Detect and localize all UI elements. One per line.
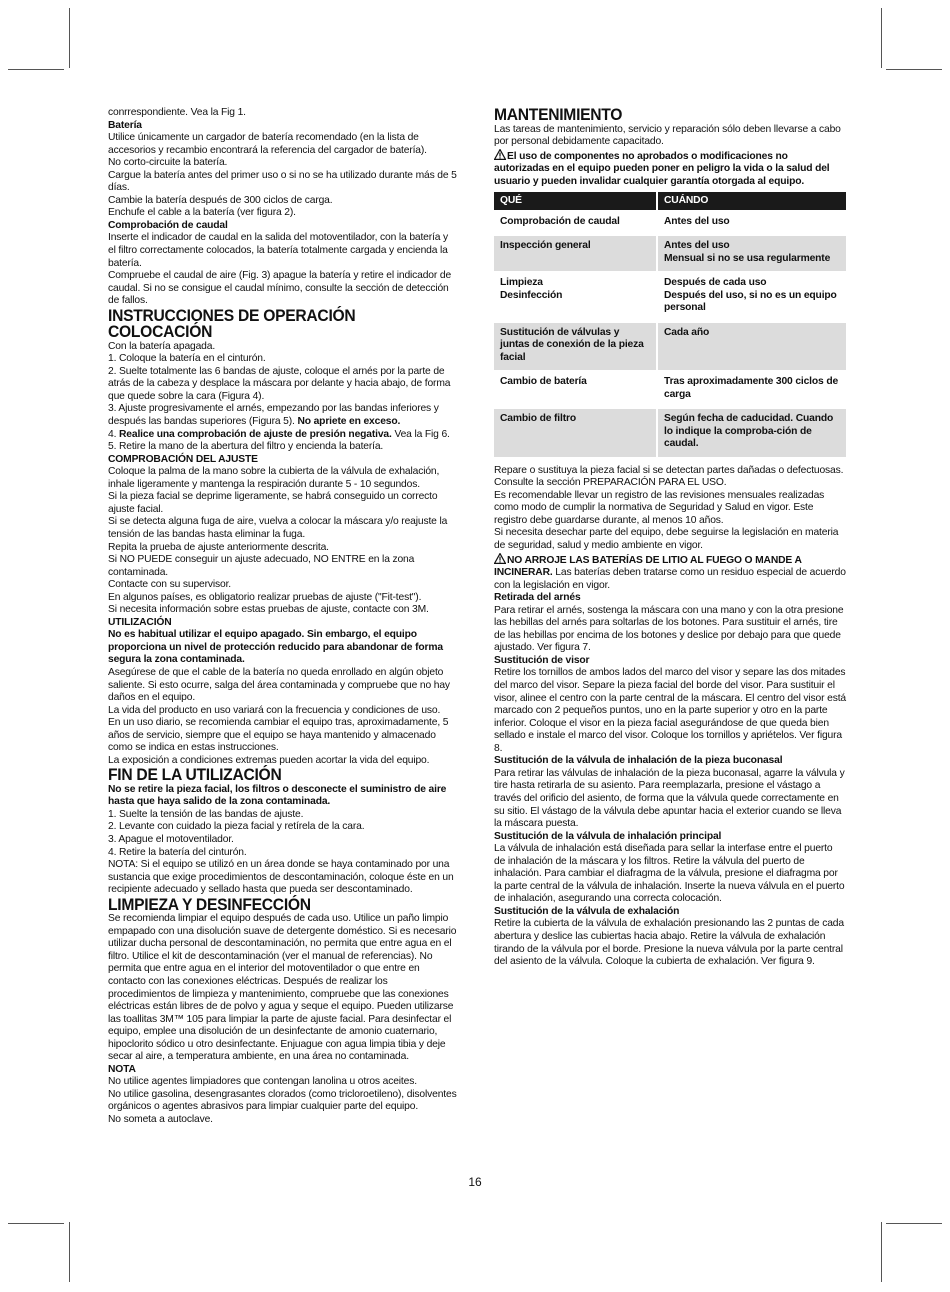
subheading: Retirada del arnés [494,592,581,604]
paragraph [108,705,458,718]
subheading: COMPROBACIÓN DEL AJUSTE [108,453,258,465]
paragraph-text: Es recomendable llevar un registro de las revisiones mensuales realizadas como modo de cumplir la normativa de Seguridad y Salud en vigor. Este registro debe guardarse durante, al menos 10 años. [494,489,825,526]
paragraph [108,157,458,170]
table-row [494,408,846,457]
table-header-what: QUÉ [494,192,657,211]
maintenance-intro [494,107,846,188]
crop-mark [881,8,882,68]
paragraph [108,1114,458,1127]
section-heading: INSTRUCCIONES DE OPERACIÓN [108,305,356,325]
crop-mark [69,8,70,68]
paragraph [108,170,458,195]
paragraph-text: Retire los tornillos de ambos lados del marco del visor y separe las dos mitades del marco del visor. Separe la pieza facial del borde del visor. Para sustituir el visor, alinee el centro con la parte central de la máscara. El centro del visor está marcado con 2 pequeños puntos, uno en la parte superior y otro en la parte inferior. Coloque el visor en la pieza facial asegurándose de que queda bien sellado e instale el marco del visor. Coloque los tornillos y apriételos. Ver figura 8. [494,667,846,754]
subheading: No es habitual utilizar el equipo apagado. Sin embargo, el equipo proporciona un nivel de protección reducido para abandonar de forma segura la zona contaminada. [108,629,443,666]
left-column [108,107,458,1127]
table-cell-when: Según fecha de caducidad. Cuando lo indique la comproba-ción de caudal. [657,408,846,457]
paragraph-text: Las baterías deben tratarse como un residuo especial de acuerdo con la legislación en vigor. [494,567,846,591]
paragraph-text: 4. Retire la batería del cinturón. [108,846,247,858]
table-cell-when: Antes del uso Mensual si no se usa regularmente [657,235,846,272]
paragraph [108,847,458,860]
crop-mark [8,1223,64,1224]
maintenance-details [494,465,846,969]
crop-mark [886,69,942,70]
subheading: Sustitución de visor [494,654,590,666]
bold-text: NO ARROJE LAS BATERÍAS DE LITIO AL FUEGO O MANDE A INCINERAR. [494,554,802,579]
paragraph-text: Repita la prueba de ajuste anteriormente descrita. [108,541,329,553]
paragraph [108,717,458,755]
subheading: Sustitución de la válvula de exhalación [494,905,680,917]
paragraph-text: 2. Levante con cuidado la pieza facial y retírela de la cara. [108,821,365,833]
paragraph-text: Cambie la batería después de 300 ciclos de carga. [108,194,333,206]
bold-text: No apriete en exceso. [297,416,401,428]
paragraph [108,366,458,404]
table-cell-what: Inspección general [494,235,657,272]
subheading: Batería [108,119,142,131]
maintenance-table [494,192,846,457]
table-header-row [494,192,846,211]
paragraph [108,270,458,308]
paragraph [108,441,458,454]
paragraph-text: Retire la cubierta de la válvula de exhalación presionando las 2 puntas de cada abertura y deslice las cubiertas hacia abajo. Retire la válvula de exhalación tirando de la válvula por el borde. Presione la nueva válvula por la parte central del asiento de la válvula. Coloque la cubierta de exhalación. Ver figura 9. [494,918,844,968]
paragraph [108,821,458,834]
warning-paragraph [494,149,846,189]
paragraph [108,353,458,366]
warning-paragraph [494,553,846,593]
paragraph [108,429,458,442]
section-heading: MANTENIMIENTO [494,105,623,124]
paragraph [108,859,458,897]
paragraph [108,834,458,847]
table-row [494,211,846,236]
paragraph [108,667,458,705]
paragraph-text: No utilice gasolina, desengrasantes clorados (como tricloroetileno), disolventes orgánicos o agentes abrasivos para limpiar cualquier parte del equipo. [108,1088,457,1113]
table-row [494,322,846,372]
paragraph-text: Si necesita desechar parte del equipo, debe seguirse la legislación en materia de seguridad, salud y medio ambiente en vigor. [494,527,839,552]
crop-mark [8,69,64,70]
paragraph-text: La válvula de inhalación está diseñada para sellar la interfase entre el puerto de inhalación de la máscara y los filtros. Retire la válvula del puerto de inhalación. Para cambiar el diafragma de la válvula, presione el diafragma por la parte central de la válvula de inhalación. Inserte la nueva válvula en el puerto de inhalación, asegurando una correcta colocación. [494,843,845,905]
paragraph [108,1089,458,1114]
paragraph [108,592,458,605]
table-header-when: CUÁNDO [657,192,846,211]
paragraph-text: 1. Suelte la tensión de las bandas de ajuste. [108,808,304,820]
subheading: Sustitución de la válvula de inhalación principal [494,830,722,842]
paragraph [108,107,458,120]
paragraph-text: Repare o sustituya la pieza facial si se detectan partes dañadas o defectuosas. Consulte la sección PREPARACIÓN PARA EL USO. [494,464,844,489]
table-row [494,272,846,322]
paragraph [494,843,846,906]
paragraph-text: Las tareas de mantenimiento, servicio y reparación sólo deben llevarse a cabo por personal debidamente capacitado. [494,123,841,148]
paragraph-text: En algunos países, es obligatorio realizar pruebas de ajuste ("Fit-test"). [108,591,422,603]
paragraph-text: Coloque la palma de la mano sobre la cubierta de la válvula de exhalación, inhale ligeramente y mantenga la respiración durante 5 - 10 segundos. [108,466,440,490]
paragraph-text: 5. Retire la mano de la abertura del filtro y encienda la batería. [108,441,384,453]
paragraph-text: NOTA: Si el equipo se utilizó en un área donde se haya contaminado por una sustancia que exige procedimientos de descontaminación, coloque éste en un recipiente adecuado y sellado hasta que pueda ser descontaminado. [108,859,454,896]
paragraph-text: Se recomienda limpiar el equipo después de cada uso. Utilice un paño limpio empapado con una disolución suave de detergente doméstico. Si es necesario utilizar ducha personal de descontaminación, no permita que entre agua en el filtro. Utilice el kit de descontaminación (ver el manual de referencias). No permita que entre agua en el interior del motoventilador o que entre en contacto con las conexiones eléctricas. Después de realizar los procedimientos de limpieza y mantenimiento, compruebe que las conexiones eléctricas están libres de de polvo y agua y seque el equipo. Pueden utilizarse las toallitas 3M™ 105 para limpiar la parte de ajuste facial. Para desinfectar el equipo, emplee una disolución de un desinfectante de amonio cuaternario, hipoclorito sódico u otro desinfectante. Enjuague con agua limpia tibia y deje secar al aire, a temperatura ambiente, en una área no contaminada. [108,913,457,1063]
paragraph-text: 3. Apague el motoventilador. [108,834,234,846]
paragraph-text: No someta a autoclave. [108,1114,213,1126]
paragraph [108,341,458,354]
paragraph [108,604,458,617]
paragraph-text: No utilice agentes limpiadores que contengan lanolina u otros aceites. [108,1076,417,1088]
paragraph-text: Asegúrese de que el cable de la batería no queda enrollado en algún objeto saliente. Si esto ocurre, salga del área contaminada y compruebe que no hay daños en el equipo. [108,666,450,704]
table-cell-when: Después de cada uso Después del uso, si no es un equipo personal [657,272,846,322]
paragraph [494,605,846,655]
paragraph [108,491,458,516]
paragraph [108,809,458,822]
paragraph [494,768,846,831]
paragraph-text: Utilice únicamente un cargador de batería recomendado (en la lista de accesorios y recambio encontrará la referencia del cargador de batería). [108,132,427,156]
table-cell-what: Cambio de batería [494,371,657,408]
paragraph [494,465,846,490]
paragraph-text: Enchufe el cable a la batería (ver figura 2). [108,207,296,219]
table-cell-what: Limpieza Desinfección [494,272,657,322]
paragraph [494,918,846,968]
subheading: Sustitución de la válvula de inhalación de la pieza buconasal [494,755,783,767]
paragraph-text: Si la pieza facial se deprime ligeramente, se habrá conseguido un correcto ajuste facial. [108,491,438,515]
paragraph-text: Para retirar las válvulas de inhalación de la pieza buconasal, agarre la válvula y tire hasta retirarla de su asiento. Para reemplazarla, presione el vástago a través del orificio del asiento, de forma que la válvula quede correctamente en su sitio. El vástago de la válvula debe apuntar hacia el exterior cuando se lleva la máscara puesta. [494,767,845,830]
crop-mark [69,1222,70,1282]
paragraph-text: 4. [108,428,117,440]
subheading: NOTA [108,1063,136,1075]
paragraph-text: Si necesita información sobre estas pruebas de ajuste, contacte con 3M. [108,604,429,616]
paragraph-text: Si NO PUEDE conseguir un ajuste adecuado, NO ENTRE en la zona contaminada. [108,554,415,578]
paragraph [108,913,458,1064]
bold-text: Realice una comprobación de ajuste de presión negativa. [119,428,392,440]
paragraph [494,124,846,149]
paragraph-text: Compruebe el caudal de aire (Fig. 3) apague la batería y retire el indicador de caudal. Si no se consigue el caudal mínimo, consulte la sección de detección de fallos. [108,270,452,307]
page-number: 16 [468,1175,482,1189]
paragraph-text: Para retirar el arnés, sostenga la máscara con una mano y con la otra presione las hebillas del arnés para soltarlas de los botones. Para sustituir el arnés, tire de las hebillas por encima de los botones y deslice por debajo para que quede ajustado. Ver figura 7. [494,604,844,654]
paragraph-text: Cargue la batería antes del primer uso o si no se ha utilizado durante más de 5 días. [108,169,457,194]
warning-icon [494,553,506,564]
paragraph-text: 3. Ajuste progresivamente el arnés, empezando por las bandas inferiores y después las bandas superiores (Figura 5). [108,403,439,428]
table-row [494,371,846,408]
paragraph-text: Vea la Fig 6. [394,428,450,440]
paragraph [108,1076,458,1089]
paragraph-text: 1. Coloque la batería en el cinturón. [108,353,266,365]
table-cell-when: Cada año [657,322,846,372]
paragraph [494,490,846,528]
table-cell-when: Tras aproximadamente 300 ciclos de carga [657,371,846,408]
section-heading: FIN DE LA UTILIZACIÓN [108,765,282,785]
subheading: No se retire la pieza facial, los filtros o desconecte el suministro de aire hasta que haya salido de la zona contaminada. [108,783,447,808]
subheading: UTILIZACIÓN [108,616,172,628]
table-row [494,235,846,272]
bold-text: El uso de componentes no aprobados o modificaciones no autorizadas en el equipo pueden poner en peligro la vida o la salud del usuario y pueden invalidar cualquier garantía otorgada al equipo. [494,150,830,187]
paragraph [494,527,846,552]
paragraph [108,195,458,208]
paragraph-text: Contacte con su supervisor. [108,579,232,591]
right-column [494,107,846,969]
paragraph [108,132,458,157]
paragraph-text: Inserte el indicador de caudal en la salida del motoventilador, con la batería y el filtro correctamente colocados, la batería totalmente cargada y encienda la batería. [108,232,449,269]
paragraph [108,579,458,592]
paragraph [108,207,458,220]
section-heading: COLOCACIÓN [108,322,213,342]
table-cell-what: Comprobación de caudal [494,211,657,236]
paragraph-text: 2. Suelte totalmente las 6 bandas de ajuste, coloque el arnés por la parte de atrás de la cabeza y desplace la máscara por delante y hacia abajo, de forma que quede sobre la cara (Figura 4). [108,365,451,402]
crop-mark [886,1223,942,1224]
paragraph [108,232,458,270]
paragraph-text: No corto-circuite la batería. [108,157,228,169]
subheading: Comprobación de caudal [108,219,228,231]
paragraph [108,466,458,491]
crop-mark [881,1222,882,1282]
table-cell-what: Cambio de filtro [494,408,657,457]
paragraph-text: conrrespondiente. Vea la Fig 1. [108,107,246,118]
paragraph-text: Con la batería apagada. [108,340,216,352]
paragraph [494,667,846,755]
table-cell-what: Sustitución de válvulas y juntas de conexión de la pieza facial [494,322,657,372]
paragraph [108,554,458,579]
paragraph [108,542,458,555]
table-cell-when: Antes del uso [657,211,846,236]
paragraph [108,403,458,428]
section-heading: LIMPIEZA Y DESINFECCIÓN [108,894,311,914]
paragraph-text: La vida del producto en uso variará con la frecuencia y condiciones de uso. [108,704,441,716]
paragraph-text: Si se detecta alguna fuga de aire, vuelva a colocar la máscara y/o reajuste la tensión de las bandas hasta eliminar la fuga. [108,516,448,540]
paragraph [108,516,458,541]
paragraph-text: La exposición a condiciones extremas pueden acortar la vida del equipo. [108,754,430,766]
paragraph-text: En un uso diario, se recomienda cambiar el equipo tras, aproximadamente, 5 años de servicio, siempre que el equipo se haya mantenido y almacenado como se indica en estas instrucciones. [108,717,449,754]
warning-icon [494,149,506,160]
